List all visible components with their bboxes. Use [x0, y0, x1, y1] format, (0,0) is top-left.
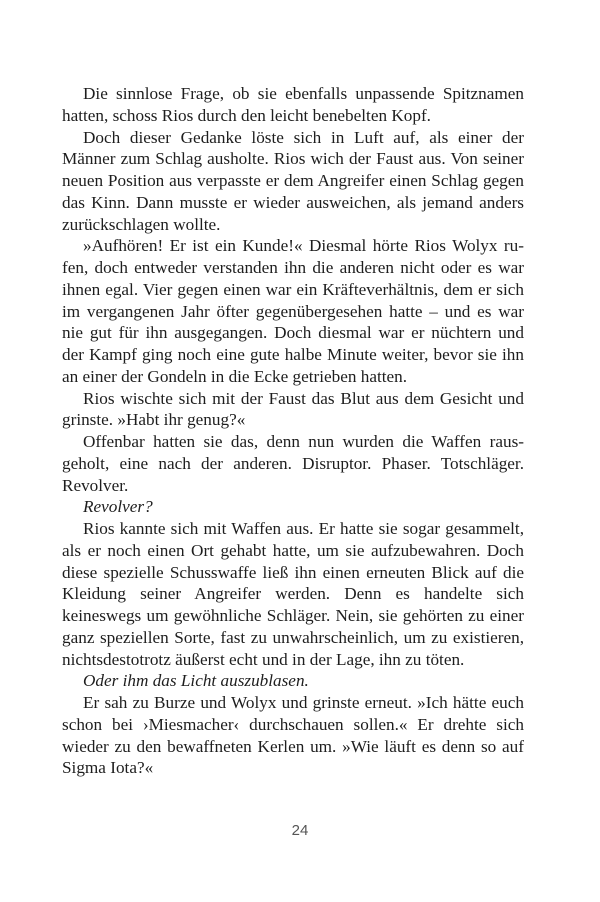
- paragraph: Rios kannte sich mit Waffen aus. Er hatte sie sogar gesammelt, als er noch einen Ort gehabt hatte, um sie aufzubewahren. Doch diese spezielle Schusswaffe ließ ihn einen erneuten Blick auf die Kleidung seiner Angreifer werden. Denn es handelte sich keineswegs um gewöhnliche Schläger. Nein, sie gehörten zu einer ganz speziellen Sorte, fast zu unwahrscheinlich, um zu existieren, nichtsdestotrotz äußerst echt und in der Lage, ihn zu töten.: [62, 519, 524, 669]
- paragraph: Offenbar hatten sie das, denn nun wurden die Waffen rausgeholt, eine nach der anderen. Disruptor. Phaser. Totschläger. Revolver.: [62, 432, 524, 495]
- paragraph: Rios wischte sich mit der Faust das Blut aus dem Gesicht und grinste. »Habt ihr genug?«: [62, 388, 524, 430]
- paragraph: »Aufhören! Er ist ein Kunde!« Diesmal hörte Rios Wolyx rufen, doch entweder verstanden ihn die anderen nicht oder es war ihnen egal. Vier gegen einen war ein Kräfteverhältnis, dem er sich im vergangenen Jahr öfter gegenübergesehen hatte – und es war nie gut für ihn ausgegangen. Doch diesmal war er nüchtern und der Kampf ging noch eine gute halbe Minute weiter, bevor sie ihn an einer der Gondeln in die Ecke getrieben hatten.: [62, 236, 524, 386]
- paragraph: Doch dieser Gedanke löste sich in Luft auf, als einer der Männer zum Schlag ausholte. Rios wich der Faust aus. Von seiner neuen Position aus verpasste er dem Angreifer einen Schlag gegen das Kinn. Dann musste er wieder ausweichen, als jemand anders zurückschlagen wollte.: [62, 127, 524, 234]
- paragraph: Die sinnlose Frage, ob sie ebenfalls unpassende Spitznamen hatten, schoss Rios durch den leicht benebelten Kopf.: [62, 84, 524, 125]
- page-number: 24: [291, 822, 309, 839]
- paragraph: Er sah zu Burze und Wolyx und grinste erneut. »Ich hätte euch schon bei ›Miesmacher‹ durchschauen sollen.« Er drehte sich wieder zu den bewaffneten Kerlen um. »Wie läuft es denn so auf Sigma Iota?«: [62, 693, 524, 778]
- paragraph-italic: Oder ihm das Licht auszublasen.: [83, 671, 309, 691]
- body-text: [62, 83, 524, 779]
- paragraph-italic: Revolver?: [83, 497, 153, 517]
